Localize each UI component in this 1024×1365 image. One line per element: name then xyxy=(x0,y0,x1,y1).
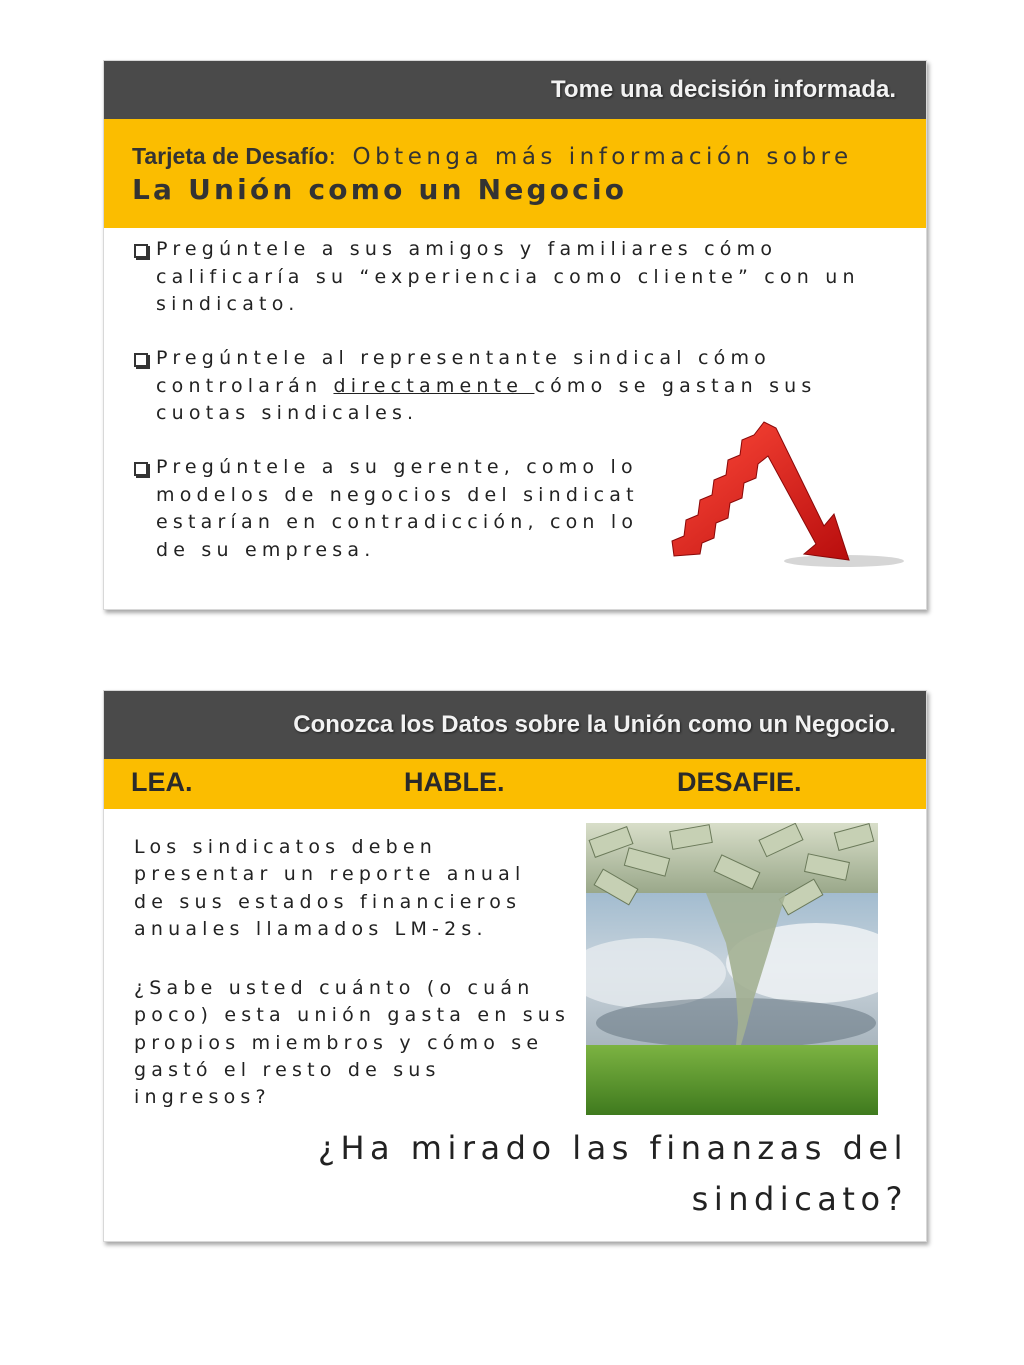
slide-1-title-line1 xyxy=(132,143,853,170)
slide-1 xyxy=(103,60,927,610)
slide-2-subhead-band xyxy=(104,759,926,809)
bullet-2-line-2-pre: controlarán xyxy=(156,374,334,397)
bullet-1-line-1: Pregúntele a sus amigos y familiares cómo xyxy=(156,238,778,260)
red-falling-arrow-icon xyxy=(664,416,904,576)
slide-1-title-line2: La Unión como un Negocio xyxy=(132,173,628,206)
slide-2-question xyxy=(318,1123,908,1225)
bullet-2-line-3: cuotas sindicales. xyxy=(156,402,419,424)
paragraph-lm2 xyxy=(134,834,525,943)
bullet-friends xyxy=(134,236,860,319)
bullet-3-line-3: estarían en contradicción, con lo xyxy=(156,511,639,533)
bullet-2-underlined: directamente xyxy=(333,374,535,397)
slide-2 xyxy=(103,690,927,1242)
bullet-2-line-1: Pregúntele al representante sindical cómo xyxy=(156,347,772,369)
bullet-2-line-2 xyxy=(156,373,817,401)
challenge-card-text: : Obtenga más información sobre xyxy=(328,144,853,170)
bullet-3-line-1: Pregúntele a su gerente, como lo xyxy=(156,456,638,478)
question-line-1: ¿Ha mirado las finanzas del xyxy=(317,1129,908,1167)
bullet-1-line-2: calificaría su “experiencia como cliente” con un xyxy=(156,265,860,288)
slide-2-header-band xyxy=(104,691,926,759)
paragraph-spending-question xyxy=(134,975,570,1111)
money-tornado-image xyxy=(586,823,878,1115)
para-1-line-4: anuales llamados LM-2s. xyxy=(134,917,488,940)
para-2-line-1: ¿Sabe usted cuánto (o cuán xyxy=(134,977,535,999)
checkbox-bullet-icon xyxy=(134,244,148,258)
bullet-2-line-2-post: cómo se gastan sus xyxy=(534,374,817,397)
para-2-line-3: propios miembros y cómo se xyxy=(134,1031,544,1054)
subhead-speak: HABLE. xyxy=(404,767,505,797)
bullet-manager xyxy=(134,454,639,564)
para-1-line-3: de sus estados financieros xyxy=(134,890,522,913)
bullet-1-line-3: sindicato. xyxy=(156,293,300,315)
slide-1-header: Tome una decisión informada. xyxy=(551,76,896,103)
slide-1-title-band xyxy=(104,119,926,228)
checkbox-bullet-icon xyxy=(134,353,148,367)
subhead-challenge: DESAFIE. xyxy=(677,767,802,797)
para-2-line-5: ingresos? xyxy=(134,1086,271,1109)
checkbox-bullet-icon xyxy=(134,462,148,476)
para-1-line-2: presentar un reporte anual xyxy=(134,863,526,886)
subhead-read: LEA. xyxy=(131,767,193,797)
question-line-2: sindicato? xyxy=(691,1180,908,1218)
para-2-line-2: poco) esta unión gasta en sus xyxy=(134,1004,571,1027)
slide-2-header: Conozca los Datos sobre la Unión como un Negocio. xyxy=(293,711,896,738)
slide-1-header-band xyxy=(104,61,926,119)
bullet-3-line-4: de su empresa. xyxy=(156,538,376,561)
para-1-line-1: Los sindicatos deben xyxy=(134,836,438,858)
bullet-3-line-2: modelos de negocios del sindicat xyxy=(156,483,639,506)
para-2-line-4: gastó el resto de sus xyxy=(134,1058,441,1081)
challenge-card-label: Tarjeta de Desafío xyxy=(132,143,329,169)
